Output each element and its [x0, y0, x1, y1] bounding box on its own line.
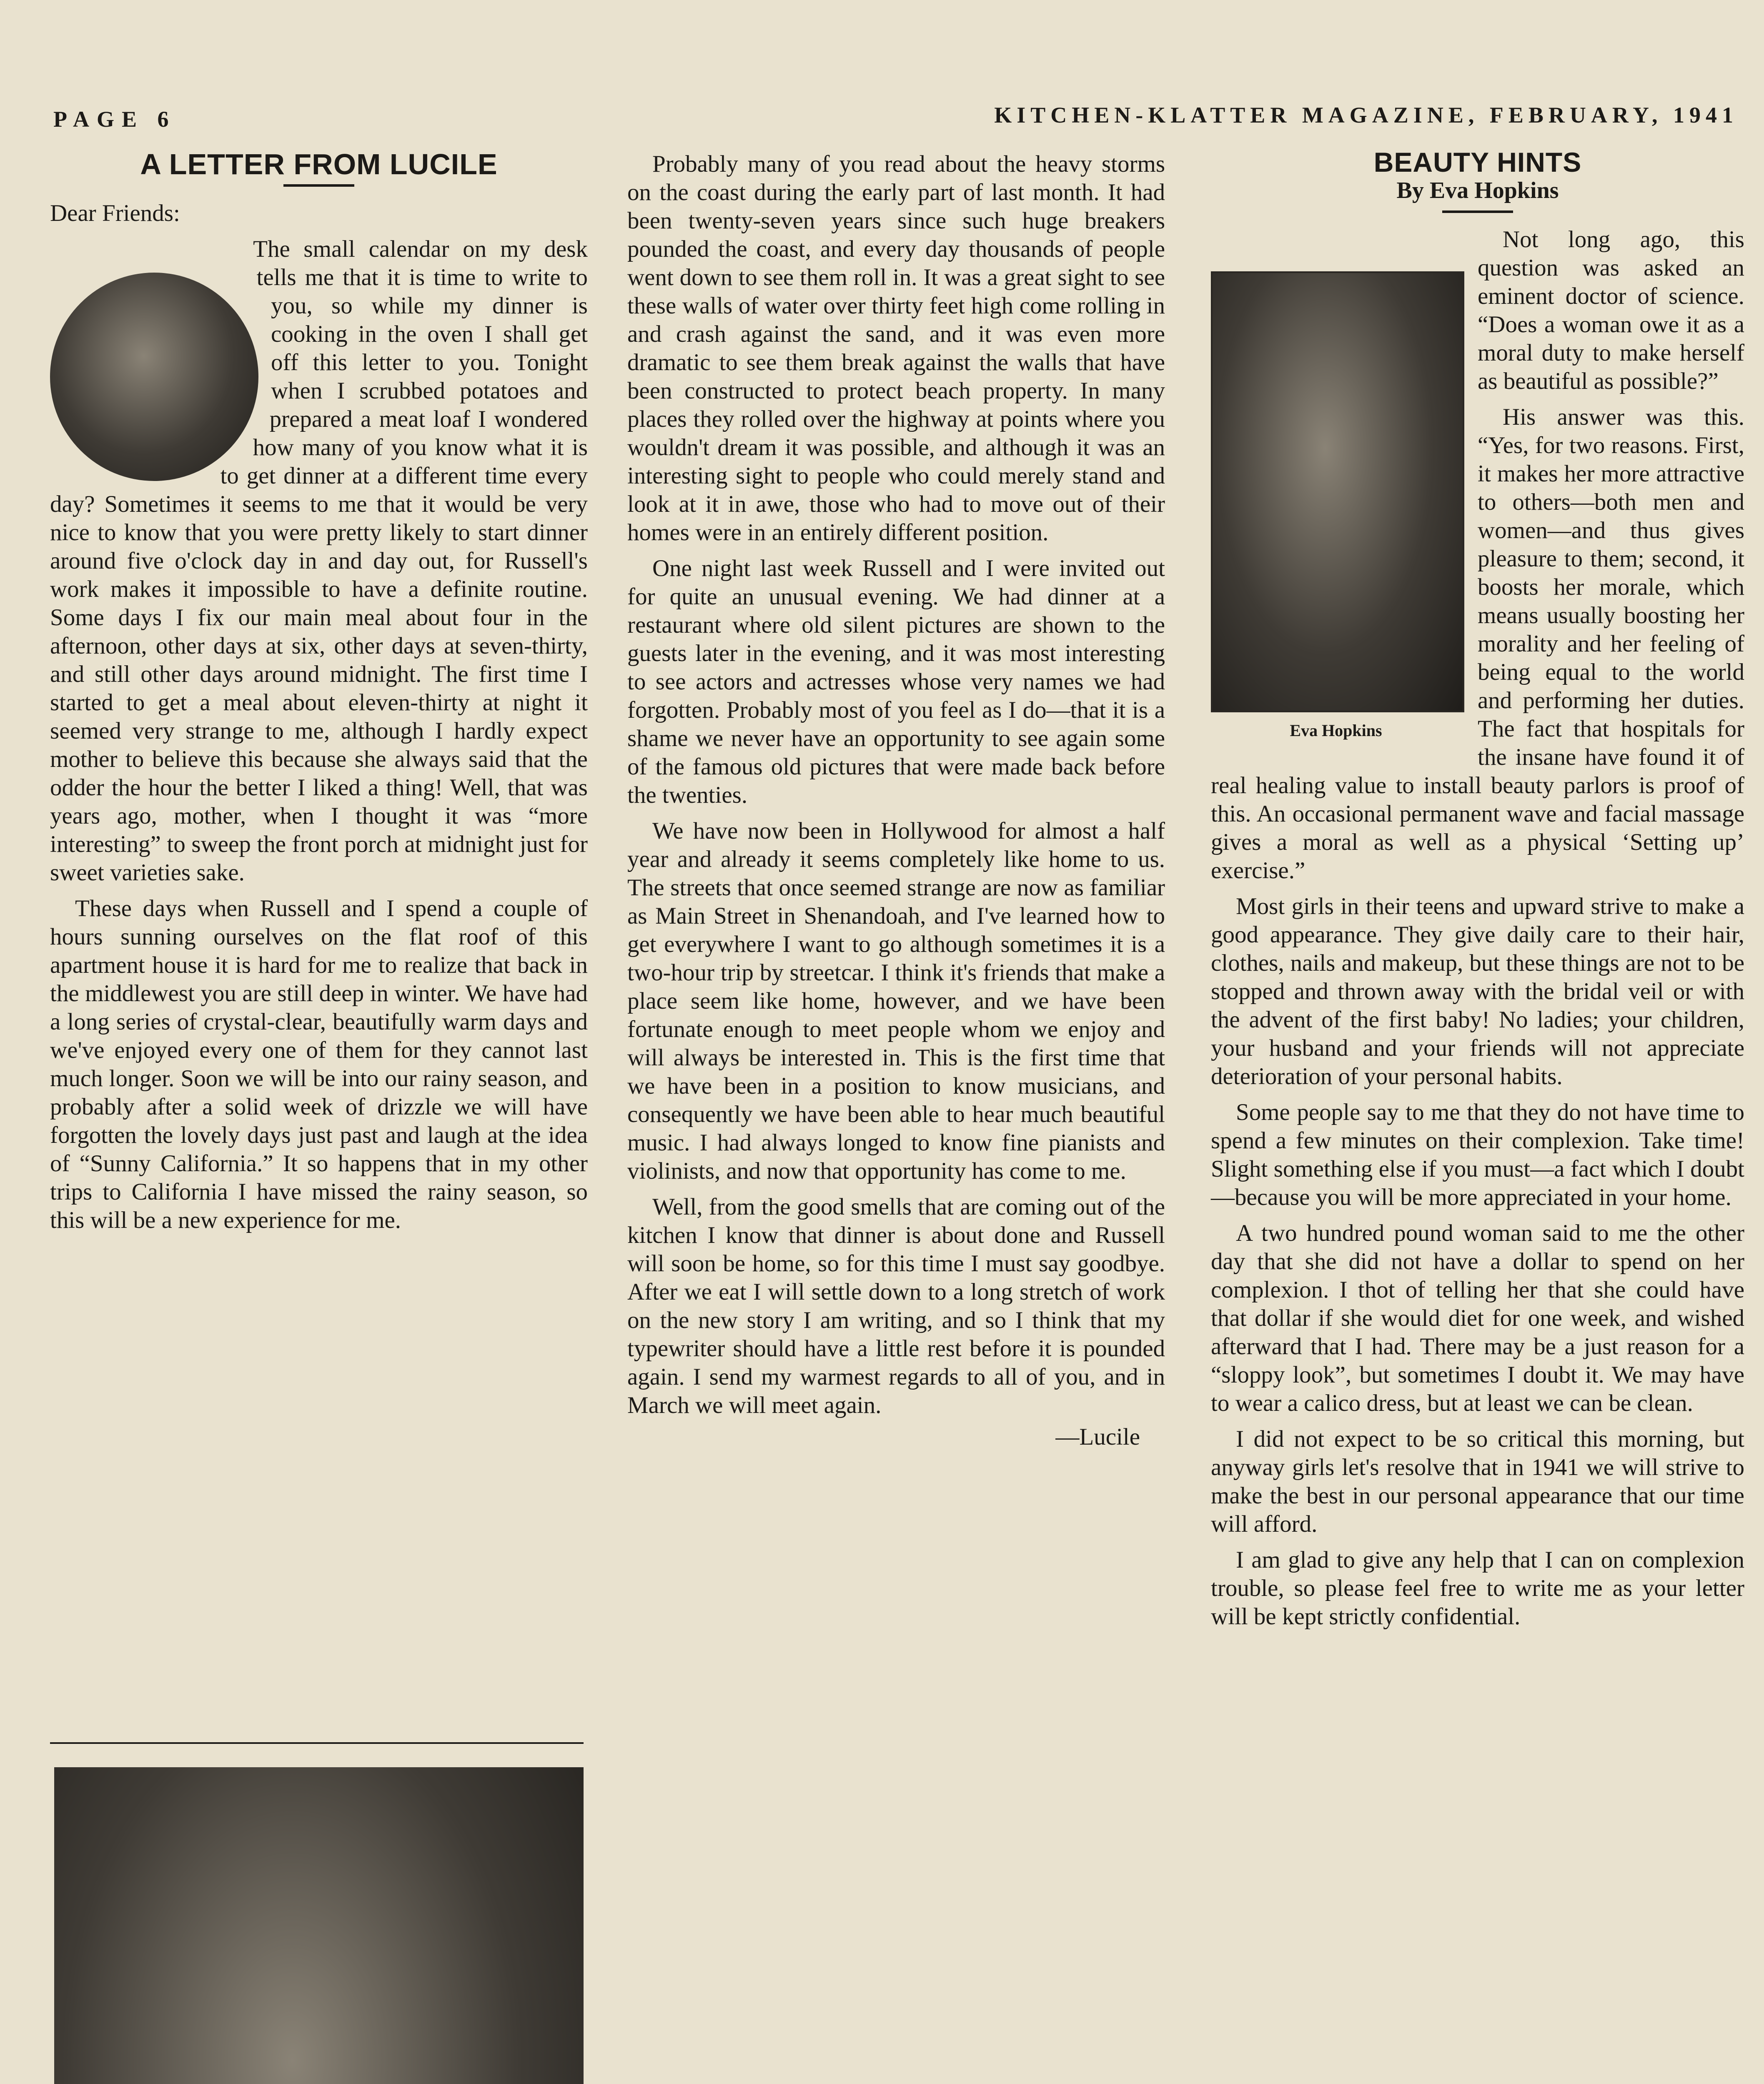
eva-portrait-caption: Eva Hopkins — [1290, 721, 1382, 740]
letter-title: A LETTER FROM LUCILE — [140, 148, 498, 180]
letter-paragraph-1: The small calendar on my desk tells me that it is time to write to you, so while my dinner is cooking in the oven I shall get off this letter to you. Tonight when I scrubbed potatoes and prepared a meat loaf I wondered how many of you know what it is to get dinner at a different time every day? Sometimes it seems to me that it would be very nice to know that you were pretty likely to start dinner around five o'clock day in and day out, for Russell's work makes it impossible to have a definite routine. Some days I fix our main meal about four in the afternoon, other days at six, other days at seven-thirty, and still other days around midnight. The first time I started to get a meal about eleven-thirty at night it seemed very strange to me, although I hardly expect mother to believe this because she always said that the odder the hour the better I liked a thing! Well, that was years ago, mother, when I thought it was “more interesting” to sweep the front porch at midnight just for sweet varieties sake. — [50, 236, 588, 886]
beauty-paragraph-2: His answer was this. “Yes, for two reasons. First, it makes her more attractive to others—both men and women—and thus gives pleasure to them; second, it boosts her morale, which means usually boosting her morality and her feeling of being equal to the world and performing her duties. The fact that hospitals for the insane have found it of real healing value to install beauty parlors is proof of this. An occasional permanent wave and facial massage gives a moral as well as a physical ‘Setting up’ exercise.” — [1211, 404, 1744, 884]
section-divider — [50, 1742, 584, 1744]
beauty-paragraph-6: I did not expect to be so critical this morning, but anyway girls let's resolve that in 1941 we will strive to make the best in our personal appearance that our time will afford. — [1211, 1426, 1744, 1537]
letter-paragraph-5: We have now been in Hollywood for almost a half year and already it seems completely like home to us. The streets that once seemed strange are now as familiar as Main Street in Shenandoah, and I've learned how to get everywhere I want to go although sometimes it is a two-hour trip by streetcar. I think it's friends that make a place seem like home, however, and we have been fortunate enough to meet people whom we enjoy and will always be interested in. This is the first time that we have been in a position to know musicians, and consequently we have been able to hear much beautiful music. I had always longed to know fine pianists and violinists, and now that opportunity has come to me. — [627, 818, 1165, 1184]
title-rule — [1442, 210, 1513, 213]
letter-paragraph-2: These days when Russell and I spend a couple of hours sunning ourselves on the flat roof of this apartment house it is hard for me to realize that back in the middlewest you are still deep in winter. We have had a long series of crystal-clear, beautifully warm days and we've enjoyed every one of them for they cannot last much longer. Soon we will be into our rainy season, and probably after a solid week of drizzle we will have forgotten the lovely days just past and laugh at the idea of “Sunny California.” It so happens that in my other trips to California I have missed the rainy season, so this will be a new experience for me. — [50, 895, 588, 1233]
letter-paragraph-3: Probably many of you read about the heavy storms on the coast during the early part of last month. It had been twenty-seven years since such huge breakers pounded the coast, and every day thousands of people went down to see them roll in. It was a great sight to see these walls of water over thirty feet high come rolling in and crash against the sand, and it was even more dramatic to see them break against the walls that have been constructed to protect beach property. In many places they rolled over the highway at points where you wouldn't dream it was possible, and although it was an interesting sight to people who could merely stand and look at it in awe, those who had to move out of their homes were in an entirely different position. — [627, 151, 1165, 546]
letter-column-1 — [50, 150, 588, 1242]
beauty-paragraph-4: Some people say to me that they do not have time to spend a few minutes on their complexion. Take time! Slight something else if you must—a fact which I doubt—because you will be more appreciated in your home. — [1211, 1099, 1744, 1210]
beauty-paragraph-1: Not long ago, this question was asked an eminent doctor of science. “Does a woman owe it as a moral duty to make herself as beautiful as possible?” — [1478, 226, 1744, 394]
lucile-portrait — [50, 273, 258, 481]
title-rule — [283, 184, 354, 187]
letter-signature: —Lucile — [1055, 1424, 1140, 1450]
beauty-byline: By Eva Hopkins — [1396, 178, 1559, 203]
beauty-title: BEAUTY HINTS — [1373, 147, 1582, 178]
letter-paragraph-6: Well, from the good smells that are coming out of the kitchen I know that dinner is about done and Russell will soon be home, so for this time I must say goodbye. After we eat I will settle down to a long stretch of work on the new story I am writing, and so I think that my typewriter should have a little rest before it is pounded again. I send my warmest regards to all of you, and in March we will meet again. — [627, 1194, 1165, 1418]
beauty-paragraph-5: A two hundred pound woman said to me the other day that she did not have a dollar to spend on her complexion. I thot of telling her that she could have that dollar if she would diet for one week, and wished afterward that I had. There may be a just reason for a “sloppy look”, but sometimes I doubt it. We may have to wear a calico dress, but at least we can be clean. — [1211, 1220, 1744, 1416]
eva-hopkins-portrait — [1211, 271, 1464, 712]
magazine-header: KITCHEN-KLATTER MAGAZINE, FEBRUARY, 1941 — [994, 103, 1738, 128]
beauty-paragraph-7: I am glad to give any help that I can on complexion trouble, so please feel free to write me as your letter will be kept strictly confidential. — [1211, 1547, 1744, 1630]
letter-paragraph-4: One night last week Russell and I were invited out for quite an unusual evening. We had dinner at a restaurant where old silent pictures are shown to the guests later in the evening, and it was most interesting to see actors and actresses whose very names we had forgotten. Probably most of you feel as I do—that it is a shame we never have an opportunity to see again some of the famous old pictures that were made back before the twenties. — [627, 555, 1165, 808]
eva-portrait-block — [1211, 271, 1461, 741]
page-number: PAGE 6 — [53, 107, 176, 132]
letter-salutation: Dear Friends: — [50, 200, 180, 226]
beauty-column — [1211, 148, 1744, 1638]
couple-photo — [54, 1767, 584, 2084]
beauty-paragraph-3: Most girls in their teens and upward strive to make a good appearance. They give daily care to their hair, clothes, nails and makeup, but these things are not to be stopped and thrown away with the bridal veil or with the advent of the first baby! No ladies; your children, your husband and your friends will not appreciate deterioration of your personal habits. — [1211, 893, 1744, 1090]
letter-column-2 — [627, 150, 1165, 1451]
